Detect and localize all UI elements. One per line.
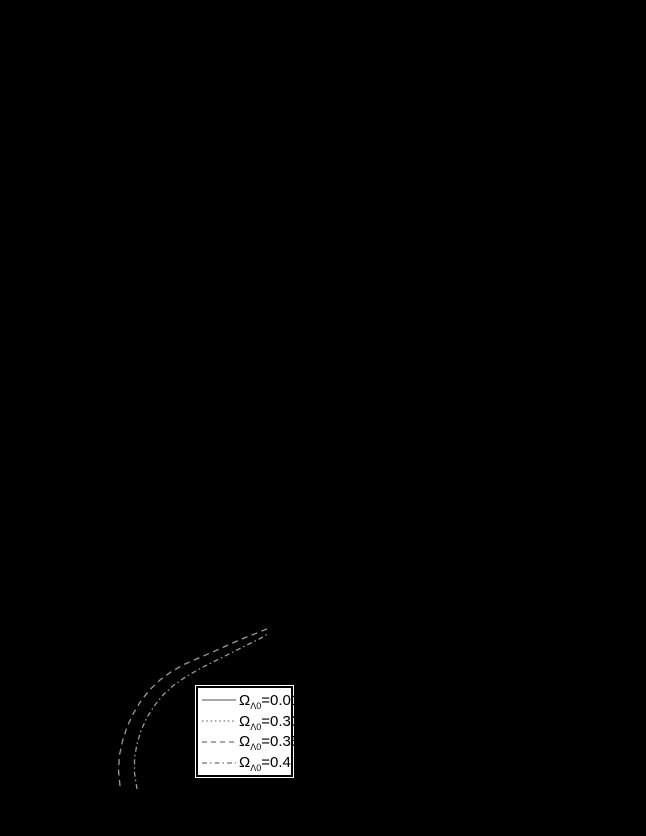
legend-item-0.4 (201, 752, 291, 774)
legend-item-0.01 (201, 690, 300, 711)
dashed-line-sample-icon (201, 735, 237, 749)
solid-line-sample-icon (201, 693, 237, 707)
legend-label: $\Omega_{\Lambda 0}=0.4$ (239, 754, 291, 774)
dashdot-line-sample-icon (201, 756, 237, 770)
legend-label: $\Omega_{\Lambda 0}=0.35$ (239, 733, 300, 753)
legend-label: $\Omega_{\Lambda 0}=0.01$ (239, 691, 300, 711)
legend-label: $\Omega_{\Lambda 0}=0.33$ (239, 712, 300, 732)
legend-item-0.33 (201, 711, 300, 732)
dotted-line-sample-icon (201, 714, 237, 728)
legend-box (196, 686, 300, 777)
legend-item-0.35 (201, 732, 300, 753)
